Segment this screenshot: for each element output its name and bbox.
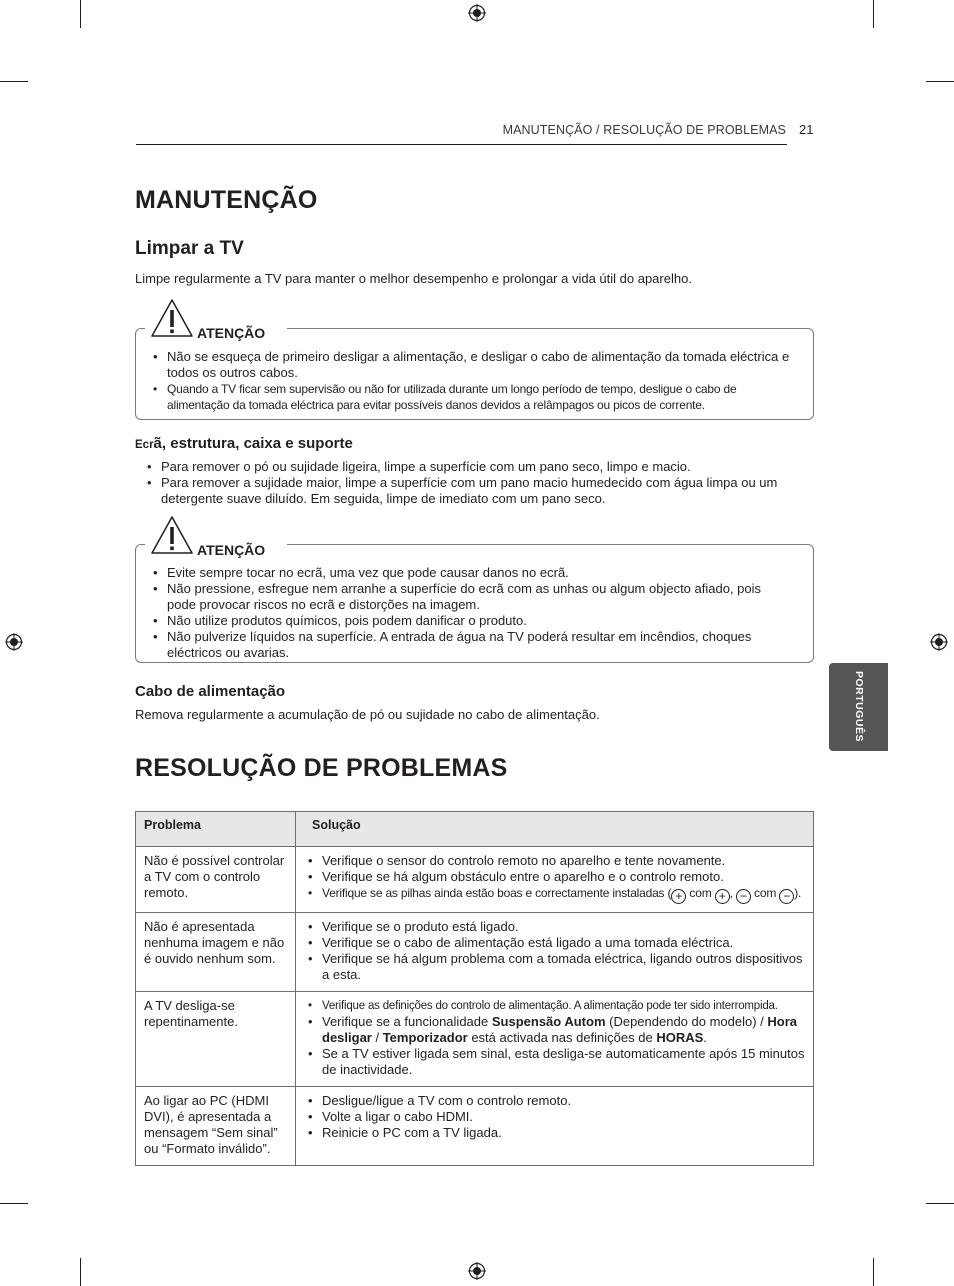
registration-mark-icon [930, 633, 948, 651]
solution-item [306, 885, 805, 904]
plus-icon: + [671, 889, 686, 904]
solution-text: ). [794, 886, 802, 900]
language-tab [829, 663, 888, 751]
solution-item: • Verifique se o produto está ligado. [306, 919, 805, 935]
solution-bold: Hora desligar [322, 1014, 798, 1045]
solution-item: • Verifique o sensor do controlo remoto no aparelho e tente novamente. [306, 853, 805, 869]
warning-item: • Não utilize produtos químicos, pois podem danificar o produto. [151, 613, 791, 629]
solution-text: com [686, 886, 715, 900]
solution-bold: Temporizador [382, 1030, 468, 1045]
column-header-solution: Solução [296, 812, 814, 847]
solution-item: • Volte a ligar o cabo HDMI. [306, 1109, 805, 1125]
solution-cell [296, 992, 814, 1087]
crop-mark [926, 1203, 954, 1204]
warning-item: • Quando a TV ficar sem supervisão ou não for utilizada durante um longo período de tempo, desligue o cabo de alimentação da tomada eléctrica para evitar possíveis danos devidos a relâmpagos ou picos de corrente. [151, 381, 791, 413]
solution-item: • Verifique se o cabo de alimentação está ligado a uma tomada eléctrica. [306, 935, 805, 951]
plus-icon: + [715, 889, 730, 904]
table-header-row [136, 812, 814, 847]
registration-mark-icon [468, 4, 486, 22]
warning-item: • Não se esqueça de primeiro desligar a alimentação, e desligar o cabo de alimentação da tomada eléctrica e todos os outros cabos. [151, 349, 791, 381]
screen-title-prefix: Ecr [135, 439, 154, 451]
solution-item: • Desligue/ligue a TV com o controlo remoto. [306, 1093, 805, 1109]
cable-text: Remova regularmente a acumulação de pó ou sujidade no cabo de alimentação. [135, 707, 600, 722]
solution-item: • Verifique se há algum obstáculo entre o aparelho e o controlo remoto. [306, 869, 805, 885]
solution-bold: HORAS [656, 1030, 704, 1045]
warning-item: • Não pulverize líquidos na superfície. A entrada de água na TV poderá resultar em incêndios, choques eléctricos ou avarias. [151, 629, 791, 661]
running-header: MANUTENÇÃO / RESOLUÇÃO DE PROBLEMAS [502, 123, 786, 137]
column-header-problem: Problema [136, 812, 296, 847]
cable-title: Cabo de alimentação [135, 683, 286, 700]
solution-cell [296, 1087, 814, 1166]
clean-tv-title: Limpar a TV [135, 238, 244, 259]
crop-mark [80, 0, 81, 28]
solution-text: com [750, 886, 780, 900]
warning-list [151, 349, 791, 413]
solution-item: • Verifique as definições do controlo de alimentação. A alimentação pode ter sido interrompida. [306, 998, 805, 1014]
solution-cell [296, 913, 814, 992]
crop-mark [0, 81, 28, 82]
crop-mark [0, 1203, 28, 1204]
crop-mark [80, 1258, 81, 1286]
solution-text: está activada nas definições de [467, 1030, 657, 1045]
screen-section-title [135, 435, 353, 452]
header-rule [136, 144, 787, 145]
problem-cell: A TV desliga-se repentinamente. [136, 992, 296, 1087]
minus-icon: − [736, 889, 751, 904]
screen-item: • Para remover o pó ou sujidade ligeira, limpe a superfície com um pano seco, limpo e macio. [145, 459, 805, 475]
table-row [136, 1087, 814, 1166]
table-row [136, 847, 814, 913]
warning-label: ATENÇÃO [197, 542, 266, 558]
solution-item [306, 1014, 805, 1046]
solution-item: • Verifique se há algum problema com a tomada eléctrica, ligando outros dispositivos a esta. [306, 951, 805, 983]
warning-label: ATENÇÃO [197, 325, 266, 341]
warning-item: • Evite sempre tocar no ecrã, uma vez que pode causar danos no ecrã. [151, 565, 791, 581]
solution-bold: Suspensão Autom [491, 1014, 606, 1029]
solution-text: Verifique se a funcionalidade [322, 1014, 492, 1029]
table-row [136, 992, 814, 1087]
problem-cell: Não é apresentada nenhuma imagem e não é ouvido nenhum som. [136, 913, 296, 992]
solution-text: (Dependendo do modelo) / [605, 1014, 768, 1029]
solution-text: . [703, 1030, 707, 1045]
problem-cell: Não é possível controlar a TV com o controlo remoto. [136, 847, 296, 913]
warning-list [151, 565, 791, 661]
screen-title-rest: ã, estrutura, caixa e suporte [153, 435, 353, 452]
warning-item: • Não pressione, esfregue nem arranhe a superfície do ecrã com as unhas ou algum objecto afiado, pois pode provocar riscos no ecrã e distorções na imagem. [151, 581, 791, 613]
solution-cell [296, 847, 814, 913]
troubleshooting-table [135, 811, 814, 1166]
screen-item: • Para remover a sujidade maior, limpe a superfície com um pano macio humedecido com água limpa ou um detergente suave diluído. Em seguida, limpe de imediato com um pano seco. [145, 475, 805, 507]
page-number: 21 [799, 122, 814, 137]
crop-mark [873, 0, 874, 28]
troubleshooting-title: RESOLUÇÃO DE PROBLEMAS [135, 754, 508, 782]
minus-icon: − [779, 889, 794, 904]
solution-text: / [371, 1030, 383, 1045]
warning-header [145, 298, 287, 344]
registration-mark-icon [468, 1262, 486, 1280]
maintenance-title: MANUTENÇÃO [135, 186, 318, 214]
solution-item: • Se a TV estiver ligada sem sinal, esta desliga-se automaticamente após 15 minutos de inactividade. [306, 1046, 805, 1078]
warning-triangle-icon [150, 298, 194, 338]
crop-mark [926, 81, 954, 82]
clean-intro: Limpe regularmente a TV para manter o melhor desempenho e prolongar a vida útil do aparelho. [135, 271, 692, 286]
crop-mark [873, 1258, 874, 1286]
registration-mark-icon [5, 633, 23, 651]
language-tab-label: PORTUGUÊS [853, 671, 865, 743]
problem-cell: Ao ligar ao PC (HDMI DVI), é apresentada a mensagem “Sem sinal” ou “Formato inválido”. [136, 1087, 296, 1166]
warning-triangle-icon [150, 515, 194, 555]
solution-text: , [729, 886, 736, 900]
solution-text: Verifique se as pilhas ainda estão boas e correctamente instaladas ( [322, 886, 672, 900]
table-row [136, 913, 814, 992]
solution-item: • Reinicie o PC com a TV ligada. [306, 1125, 805, 1141]
warning-header [145, 515, 287, 561]
screen-cleaning-list [145, 459, 805, 507]
warning-box [135, 544, 814, 663]
